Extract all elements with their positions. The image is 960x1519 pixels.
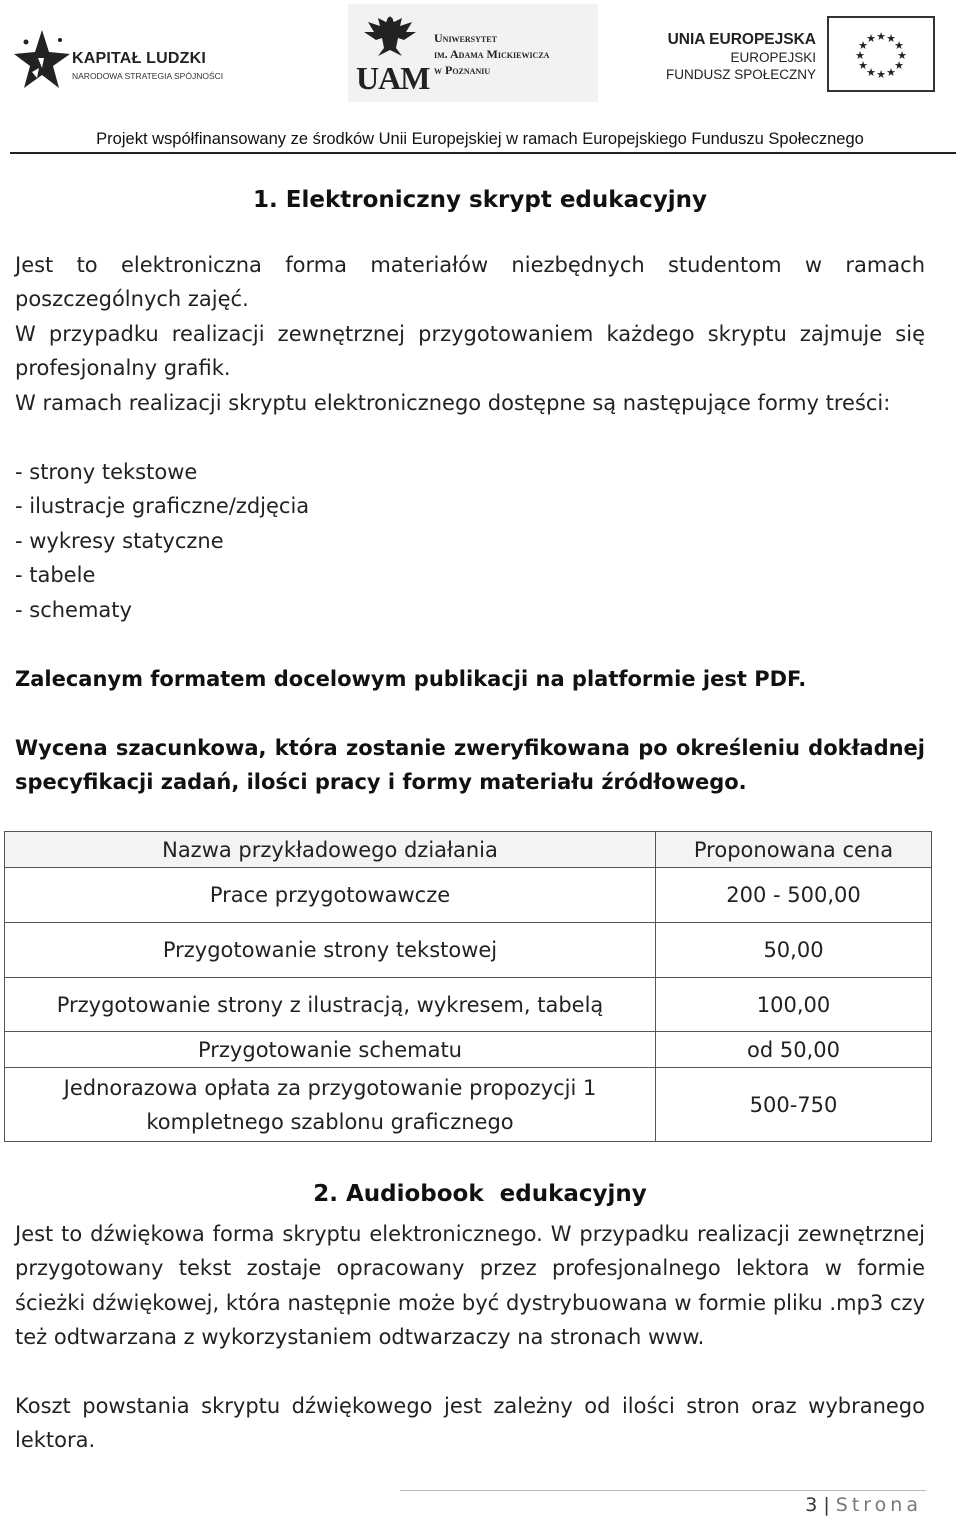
table-cell-action: Przygotowanie strony z ilustracją, wykresem, tabelą	[5, 978, 656, 1032]
kapital-ludzki-subtitle: NARODOWA STRATEGIA SPÓJNOŚCI	[72, 71, 224, 81]
table-row	[5, 923, 932, 978]
table-cell-action: Prace przygotowawcze	[5, 868, 656, 923]
page-number: 3	[805, 1494, 818, 1516]
list-item: - schematy	[15, 597, 132, 622]
table-cell-action: Przygotowanie schematu	[5, 1032, 656, 1068]
eagle-crest-icon	[362, 12, 418, 58]
format-note: Zalecanym formatem docelowym publikacji na platformie jest PDF.	[15, 667, 807, 691]
eu-flag-icon	[827, 16, 935, 92]
table-cell-action: Jednorazowa opłata za przygotowanie propozycji 1 kompletnego szablonu graficznego	[5, 1068, 656, 1142]
svg-text:★: ★	[876, 68, 886, 81]
section-1-paragraph-3: W ramach realizacji skryptu elektronicznego dostępne są następujące formy treści:	[15, 391, 891, 415]
kapital-ludzki-logo	[12, 26, 224, 98]
table-row	[5, 1032, 932, 1068]
svg-text:★: ★	[876, 30, 886, 43]
eu-line-3: FUNDUSZ SPOŁECZNY	[665, 67, 816, 82]
table-cell-price: 100,00	[656, 978, 932, 1032]
list-item: - tabele	[15, 563, 96, 588]
svg-text:★: ★	[897, 49, 907, 62]
section-2-paragraph-1: Jest to dźwiękowa forma skryptu elektronicznego. W przypadku realizacji zewnętrznej przygotowany tekst zostaje opracowany przez profesjonalnego lektora w formie ścieżki dźwiękowej, która następnie może być dystrybuowana w formie pliku .mp3 czy też odtwarzana z wykorzystaniem odtwarzaczy na stronach www.	[15, 1222, 925, 1350]
section-1-title: 1. Elektroniczny skrypt edukacyjny	[253, 187, 707, 213]
project-cofinancing-line: Projekt współfinansowany ze środków Unii Europejskiej w ramach Europejskiego Funduszu Społecznego	[96, 130, 864, 148]
svg-text:★: ★	[894, 39, 904, 52]
uam-line-3: w Poznaniu	[434, 63, 491, 77]
svg-text:★: ★	[858, 39, 868, 52]
table-cell-price: 500-750	[656, 1068, 932, 1142]
eu-fund-text	[664, 30, 816, 83]
svg-text:★: ★	[858, 59, 868, 72]
svg-text:★: ★	[866, 32, 876, 45]
uam-mark: UAM	[356, 60, 430, 96]
list-item: - wykresy statyczne	[15, 528, 224, 553]
table-cell-price: 200 - 500,00	[656, 868, 932, 923]
list-item: - ilustracje graficzne/zdjęcia	[15, 494, 310, 519]
table-header-row	[5, 832, 932, 868]
table-cell-price: od 50,00	[656, 1032, 932, 1068]
table-cell-price: 50,00	[656, 923, 932, 978]
uam-line-1: Uniwersytet	[434, 31, 497, 45]
svg-text:★: ★	[886, 66, 896, 79]
table-row	[5, 1068, 932, 1142]
page-footer	[700, 1494, 922, 1516]
section-1-paragraph-1: Jest to elektroniczna forma materiałów niezbędnych studentom w ramach poszczególnych zajęć.	[15, 253, 925, 312]
estimate-note: Wycena szacunkowa, która zostanie zweryfikowana po określeniu dokładnej specyfikacji zadań, ilości pracy i formy materiału źródłowego.	[15, 736, 925, 795]
eu-line-2: EUROPEJSKI	[730, 50, 816, 65]
list-item: - strony tekstowe	[15, 460, 198, 484]
uam-line-2: im. Adama Mickiewicza	[434, 47, 550, 61]
footer-divider	[400, 1490, 926, 1491]
section-2-paragraph-2: Koszt powstania skryptu dźwiękowego jest zależny od ilości stron oraz wybranego lektora.	[15, 1394, 925, 1453]
star-logo-icon	[12, 28, 70, 94]
svg-text:★: ★	[894, 59, 904, 72]
column-header-price: Proponowana cena	[656, 832, 932, 868]
eu-line-1: UNIA EUROPEJSKA	[667, 31, 816, 48]
svg-text:★: ★	[866, 66, 876, 79]
eu-stars-icon	[829, 18, 933, 90]
footer-separator: |	[823, 1494, 830, 1516]
header-divider	[10, 152, 956, 154]
table-row	[5, 868, 932, 923]
table-cell-action: Przygotowanie strony tekstowej	[5, 923, 656, 978]
table-row	[5, 978, 932, 1032]
svg-text:★: ★	[855, 49, 865, 62]
content-forms-list	[15, 455, 925, 627]
svg-text:★: ★	[886, 32, 896, 45]
uam-logo	[348, 4, 598, 102]
section-2-title: 2. Audiobook edukacyjny	[313, 1181, 647, 1207]
section-1-paragraph-2: W przypadku realizacji zewnętrznej przygotowaniem każdego skryptu zajmuje się profesjonalny grafik.	[15, 322, 925, 381]
kapital-ludzki-title: KAPITAŁ LUDZKI	[72, 50, 207, 67]
price-table	[4, 831, 932, 1142]
page-label: Strona	[835, 1494, 922, 1516]
column-header-action: Nazwa przykładowego działania	[5, 832, 656, 868]
uam-name	[434, 30, 549, 78]
